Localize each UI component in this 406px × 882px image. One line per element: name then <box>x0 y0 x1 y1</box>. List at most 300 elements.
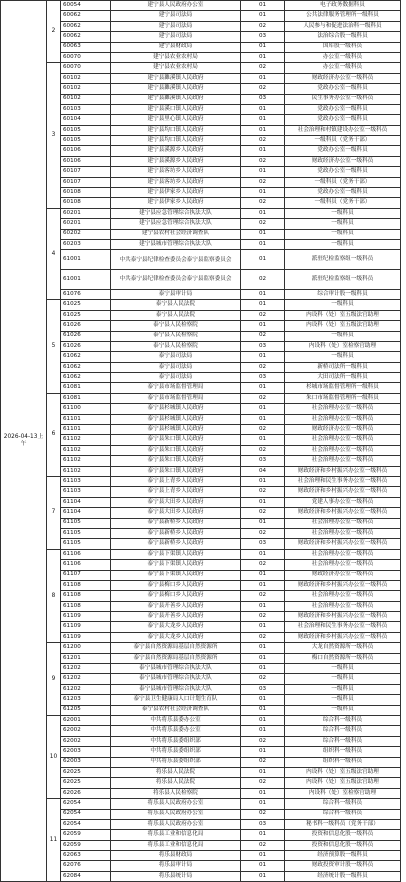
job-code-cell: 62001 <box>61 715 111 725</box>
job-code-cell: 60070 <box>61 52 111 62</box>
position-name-cell: 一级科员 <box>285 229 401 239</box>
position-number-cell: 02 <box>241 331 285 341</box>
job-code-cell: 61105 <box>61 518 111 528</box>
job-code-cell: 61025 <box>61 300 111 310</box>
employer-unit-cell: 泰宁县司法局 <box>111 352 241 362</box>
table-row <box>1 632 401 642</box>
employer-unit-cell: 泰宁县新桥乡人民政府 <box>111 518 241 528</box>
position-number-cell: 01 <box>241 52 285 62</box>
table-body <box>1 1 401 882</box>
position-number-cell: 01 <box>241 289 285 299</box>
employer-unit-cell: 将乐县统计局 <box>111 871 241 881</box>
position-number-cell: 01 <box>241 518 285 528</box>
position-name-cell: 一级科员 <box>285 219 401 229</box>
employer-unit-cell: 中共将乐县委组织部 <box>111 747 241 757</box>
table-row <box>1 167 401 177</box>
table-row <box>1 21 401 31</box>
table-row <box>1 528 401 538</box>
job-code-cell: 61202 <box>61 674 111 684</box>
table-row <box>1 674 401 684</box>
job-code-cell: 62003 <box>61 757 111 767</box>
employer-unit-cell: 中共将乐县委组织部 <box>111 736 241 746</box>
job-code-cell: 60062 <box>61 32 111 42</box>
position-name-cell: 派驻纪检监察组一级科员 <box>285 250 401 270</box>
employer-unit-cell: 泰宁县新桥乡人民政府 <box>111 539 241 549</box>
job-code-cell: 62063 <box>61 851 111 861</box>
table-row <box>1 156 401 166</box>
table-row <box>1 861 401 871</box>
table-row <box>1 310 401 320</box>
position-name-cell: 投资和信息化股一级科员 <box>285 830 401 840</box>
employer-unit-cell: 泰宁县城市管理综合执法大队 <box>111 664 241 674</box>
position-number-cell: 01 <box>241 125 285 135</box>
employer-unit-cell: 建宁县农业农村局 <box>111 63 241 73</box>
table-row <box>1 497 401 507</box>
table-row <box>1 560 401 570</box>
position-number-cell: 01 <box>241 861 285 871</box>
table-row <box>1 830 401 840</box>
employer-unit-cell: 建宁县濉溪镇人民政府 <box>111 73 241 83</box>
position-number-cell: 01 <box>241 549 285 559</box>
employer-unit-cell: 建宁县伊家乡人民政府 <box>111 198 241 208</box>
job-code-cell: 60105 <box>61 136 111 146</box>
employer-unit-cell: 泰宁县朱口镇人民政府 <box>111 445 241 455</box>
position-name-cell: 党政办公室一级科员 <box>285 84 401 94</box>
position-number-cell: 01 <box>241 715 285 725</box>
position-name-cell: 一级科员 <box>285 208 401 218</box>
position-name-cell: 社会治理办公室一级科员 <box>285 518 401 528</box>
position-name-cell: 经济统计股一级科员 <box>285 871 401 881</box>
job-code-cell: 61102 <box>61 445 111 455</box>
job-code-cell: 61108 <box>61 580 111 590</box>
employer-unit-cell: 泰宁县自然资源局基层自然资源所 <box>111 643 241 653</box>
job-code-cell: 61107 <box>61 570 111 580</box>
job-code-cell: 61105 <box>61 528 111 538</box>
position-number-cell: 01 <box>241 239 285 249</box>
position-number-cell: 01 <box>241 321 285 331</box>
position-number-cell: 01 <box>241 799 285 809</box>
table-row <box>1 94 401 104</box>
employer-unit-cell: 泰宁县城市管理综合执法大队 <box>111 674 241 684</box>
position-number-cell: 03 <box>241 373 285 383</box>
position-number-cell: 01 <box>241 352 285 362</box>
employer-unit-cell: 将乐县人民政府办公室 <box>111 809 241 819</box>
job-code-cell: 60201 <box>61 208 111 218</box>
employer-unit-cell: 将乐县人民政府办公室 <box>111 819 241 829</box>
position-number-cell: 01 <box>241 1 285 11</box>
position-name-cell: 投资和信息化股一级科员 <box>285 840 401 850</box>
position-name-cell: 杉城市场监督管理所一级科员 <box>285 383 401 393</box>
employer-unit-cell: 建宁县司法局 <box>111 21 241 31</box>
table-row <box>1 125 401 135</box>
table-row <box>1 414 401 424</box>
position-number-cell: 01 <box>241 747 285 757</box>
job-code-cell: 62025 <box>61 767 111 777</box>
session-group-number: 5 <box>47 300 61 394</box>
employer-unit-cell: 建宁县濉溪镇人民政府 <box>111 94 241 104</box>
position-name-cell: 一级科员（党务干部） <box>285 198 401 208</box>
employer-unit-cell: 将乐县人民法院 <box>111 778 241 788</box>
job-code-cell: 61062 <box>61 352 111 362</box>
job-code-cell: 60102 <box>61 73 111 83</box>
employer-unit-cell: 建宁县溪源乡人民政府 <box>111 146 241 156</box>
table-row <box>1 466 401 476</box>
position-name-cell: 社会治理办公室一级科员 <box>285 591 401 601</box>
position-number-cell: 02 <box>241 21 285 31</box>
employer-unit-cell: 建宁县溪源乡人民政府 <box>111 156 241 166</box>
position-number-cell: 01 <box>241 208 285 218</box>
table-row <box>1 219 401 229</box>
position-number-cell: 01 <box>241 115 285 125</box>
position-number-cell: 02 <box>241 591 285 601</box>
session-group-number: 4 <box>47 208 61 300</box>
table-row <box>1 715 401 725</box>
employer-unit-cell: 泰宁县杉城镇人民政府 <box>111 414 241 424</box>
employer-unit-cell: 泰宁县杉城镇人民政府 <box>111 404 241 414</box>
position-number-cell: 02 <box>241 84 285 94</box>
employer-unit-cell: 建宁县农村社会经济调查队 <box>111 229 241 239</box>
job-code-cell: 60107 <box>61 177 111 187</box>
position-name-cell: 党政办公室一级科员 <box>285 146 401 156</box>
position-number-cell: 01 <box>241 497 285 507</box>
position-number-cell: 02 <box>241 612 285 622</box>
position-number-cell: 01 <box>241 767 285 777</box>
employer-unit-cell: 泰宁县人民检察院 <box>111 321 241 331</box>
table-row <box>1 643 401 653</box>
position-number-cell: 02 <box>241 736 285 746</box>
table-row <box>1 767 401 777</box>
position-name-cell: 财政经济和乡村振兴办公室一级科员 <box>285 508 401 518</box>
position-name-cell: 一级科员 <box>285 331 401 341</box>
table-row <box>1 664 401 674</box>
position-number-cell: 01 <box>241 622 285 632</box>
position-number-cell: 02 <box>241 177 285 187</box>
job-code-cell: 61001 <box>61 270 111 290</box>
employer-unit-cell: 泰宁县朱口镇人民政府 <box>111 456 241 466</box>
position-number-cell: 02 <box>241 362 285 372</box>
position-number-cell: 01 <box>241 830 285 840</box>
table-row <box>1 1 401 11</box>
table-row <box>1 570 401 580</box>
position-name-cell: 综合科一级科员 <box>285 715 401 725</box>
table-row <box>1 445 401 455</box>
job-code-cell: 61103 <box>61 477 111 487</box>
job-code-cell: 60063 <box>61 42 111 52</box>
position-name-cell: 组织科一级科员 <box>285 757 401 767</box>
table-row <box>1 601 401 611</box>
position-name-cell: 内设科（处）室五级法官助理 <box>285 321 401 331</box>
position-name-cell: 党政办公室一级科员 <box>285 188 401 198</box>
employer-unit-cell: 泰宁县下渠镇人民政府 <box>111 560 241 570</box>
position-number-cell: 02 <box>241 156 285 166</box>
table-row <box>1 477 401 487</box>
position-number-cell: 02 <box>241 487 285 497</box>
table-row <box>1 198 401 208</box>
position-number-cell: 01 <box>241 188 285 198</box>
employer-unit-cell: 泰宁县大田乡人民政府 <box>111 508 241 518</box>
employer-unit-cell: 泰宁县司法局 <box>111 373 241 383</box>
position-name-cell: 社会治理和民生事务办公室一级科员 <box>285 622 401 632</box>
position-number-cell: 01 <box>241 42 285 52</box>
table-row <box>1 208 401 218</box>
position-name-cell: 综合科一级科员 <box>285 809 401 819</box>
employer-unit-cell: 中共将乐县委办公室 <box>111 726 241 736</box>
table-row <box>1 146 401 156</box>
position-number-cell: 02 <box>241 445 285 455</box>
employer-unit-cell: 中共泰宁县纪律检查委员会泰宁县监察委员会 <box>111 250 241 270</box>
job-code-cell: 61026 <box>61 331 111 341</box>
position-name-cell: 办公室一级科员 <box>285 63 401 73</box>
position-name-cell: 内设科（处）室五级法官助理 <box>285 310 401 320</box>
table-row <box>1 229 401 239</box>
employer-unit-cell: 泰宁县开善乡人民政府 <box>111 612 241 622</box>
position-name-cell: 财政经济办公室一级科员 <box>285 570 401 580</box>
position-number-cell: 01 <box>241 705 285 715</box>
position-number-cell: 01 <box>241 250 285 270</box>
employer-unit-cell: 将乐县工业和信息化局 <box>111 840 241 850</box>
session-group-number: 8 <box>47 549 61 643</box>
position-number-cell: 02 <box>241 757 285 767</box>
position-name-cell: 财政经济和乡村振兴办公室一级科员 <box>285 612 401 622</box>
job-code-cell: 61103 <box>61 487 111 497</box>
employer-unit-cell: 泰宁县下渠镇人民政府 <box>111 570 241 580</box>
table-row <box>1 695 401 705</box>
position-name-cell: 综合科一级科员 <box>285 799 401 809</box>
position-name-cell: 国库股一级科员 <box>285 42 401 52</box>
employer-unit-cell: 中共将乐县委办公室 <box>111 715 241 725</box>
position-number-cell: 02 <box>241 560 285 570</box>
job-code-cell: 61106 <box>61 560 111 570</box>
position-number-cell: 01 <box>241 73 285 83</box>
table-row <box>1 799 401 809</box>
employer-unit-cell: 建宁县溪口镇人民政府 <box>111 104 241 114</box>
position-number-cell: 02 <box>241 136 285 146</box>
employer-unit-cell: 泰宁县上青乡人民政府 <box>111 487 241 497</box>
table-row <box>1 32 401 42</box>
employer-unit-cell: 将乐县人民法院 <box>111 767 241 777</box>
employer-unit-cell: 将乐县审计局 <box>111 861 241 871</box>
position-name-cell: 社会治理和村镇建设办公室一级科员 <box>285 125 401 135</box>
position-number-cell: 02 <box>241 508 285 518</box>
position-number-cell: 01 <box>241 383 285 393</box>
position-number-cell: 01 <box>241 104 285 114</box>
job-code-cell: 61102 <box>61 435 111 445</box>
position-name-cell: 综合审计股一级科员 <box>285 289 401 299</box>
job-code-cell: 61205 <box>61 705 111 715</box>
position-number-cell: 01 <box>241 167 285 177</box>
table-row <box>1 321 401 331</box>
job-code-cell: 61108 <box>61 591 111 601</box>
position-name-cell: 党政办公室一级科员 <box>285 115 401 125</box>
employer-unit-cell: 泰宁县市场监督管理局 <box>111 393 241 403</box>
position-number-cell: 02 <box>241 632 285 642</box>
position-name-cell: 财政经济和乡村振兴办公室一级科员 <box>285 539 401 549</box>
position-number-cell: 02 <box>241 809 285 819</box>
position-name-cell: 社会治理办公室一级科员 <box>285 601 401 611</box>
position-name-cell: 一级科员 <box>285 674 401 684</box>
job-code-cell: 61026 <box>61 321 111 331</box>
job-code-cell: 60106 <box>61 156 111 166</box>
table-row <box>1 373 401 383</box>
position-number-cell: 01 <box>241 414 285 424</box>
position-name-cell: 一级科员 <box>285 684 401 694</box>
table-row <box>1 653 401 663</box>
table-row <box>1 393 401 403</box>
position-number-cell: 03 <box>241 32 285 42</box>
job-code-cell: 61062 <box>61 362 111 372</box>
table-row <box>1 104 401 114</box>
job-code-cell: 62054 <box>61 819 111 829</box>
position-number-cell: 01 <box>241 477 285 487</box>
position-name-cell: 大龙自然资源所一级科员 <box>285 643 401 653</box>
table-row <box>1 819 401 829</box>
table-row <box>1 84 401 94</box>
job-code-cell: 60106 <box>61 146 111 156</box>
position-number-cell: 02 <box>241 310 285 320</box>
job-code-cell: 61202 <box>61 684 111 694</box>
position-name-cell: 社会治理和民生事务办公室一级科员 <box>285 477 401 487</box>
position-name-cell: 组织科一级科员 <box>285 747 401 757</box>
position-name-cell: 公共法律服务管理所一级科员 <box>285 11 401 21</box>
table-row <box>1 362 401 372</box>
position-number-cell: 02 <box>241 674 285 684</box>
employer-unit-cell: 建宁县客坊乡人民政府 <box>111 167 241 177</box>
position-number-cell: 02 <box>241 778 285 788</box>
position-number-cell: 02 <box>241 63 285 73</box>
job-code-cell: 61001 <box>61 250 111 270</box>
table-row <box>1 871 401 881</box>
session-group-number: 9 <box>47 643 61 716</box>
position-name-cell: 一级科员 <box>285 352 401 362</box>
table-row <box>1 404 401 414</box>
employer-unit-cell: 建宁县均口镇人民政府 <box>111 125 241 135</box>
position-name-cell: 内设科（处）室五级法官助理 <box>285 767 401 777</box>
position-name-cell: 财政投资审计股一级科员 <box>285 861 401 871</box>
employer-unit-cell: 泰宁县审计局 <box>111 289 241 299</box>
table-row <box>1 239 401 249</box>
employer-unit-cell: 泰宁县卫生健康局人口计划生育队 <box>111 695 241 705</box>
table-row <box>1 383 401 393</box>
job-code-cell: 61025 <box>61 310 111 320</box>
position-name-cell: 党政办公室一级科员 <box>285 167 401 177</box>
job-code-cell: 61203 <box>61 695 111 705</box>
position-number-cell: 01 <box>241 435 285 445</box>
job-code-cell: 60108 <box>61 198 111 208</box>
table-row <box>1 52 401 62</box>
job-code-cell: 60054 <box>61 1 111 11</box>
employer-unit-cell: 建宁县应急管理综合执法大队 <box>111 208 241 218</box>
job-code-cell: 61109 <box>61 622 111 632</box>
table-row <box>1 487 401 497</box>
job-code-cell: 62002 <box>61 736 111 746</box>
job-code-cell: 60062 <box>61 21 111 31</box>
position-name-cell: 一级科员（党务干部） <box>285 136 401 146</box>
session-group-number: 3 <box>47 63 61 208</box>
position-name-cell: 电子政务数据科员 <box>285 1 401 11</box>
position-number-cell: 01 <box>241 404 285 414</box>
position-name-cell: 社会治理办公室一级科员 <box>285 404 401 414</box>
position-name-cell: 一级科员 <box>285 664 401 674</box>
job-code-cell: 62059 <box>61 840 111 850</box>
position-number-cell: 02 <box>241 219 285 229</box>
position-name-cell: 新桥司法所一级科员 <box>285 362 401 372</box>
position-name-cell: 社会治理办公室一级科员 <box>285 435 401 445</box>
employer-unit-cell: 建宁县人民政府办公室 <box>111 1 241 11</box>
position-name-cell: 综合科一级科员 <box>285 736 401 746</box>
job-code-cell: 61104 <box>61 508 111 518</box>
employer-unit-cell: 泰宁县梅口乡人民政府 <box>111 591 241 601</box>
job-code-cell: 60102 <box>61 84 111 94</box>
position-name-cell: 秘书科一级科员（党务干部） <box>285 819 401 829</box>
table-row <box>1 612 401 622</box>
position-number-cell: 01 <box>241 643 285 653</box>
table-row <box>1 63 401 73</box>
position-name-cell: 综合科一级科员 <box>285 726 401 736</box>
exam-date-cell: 2026-04-13上午 <box>1 1 47 882</box>
job-code-cell: 61108 <box>61 601 111 611</box>
table-row <box>1 300 401 310</box>
employer-unit-cell: 泰宁县下渠镇人民政府 <box>111 549 241 559</box>
job-code-cell: 61101 <box>61 414 111 424</box>
job-code-cell: 61200 <box>61 643 111 653</box>
position-number-cell: 01 <box>241 871 285 881</box>
employer-unit-cell: 泰宁县大龙乡人民政府 <box>111 622 241 632</box>
position-number-cell: 01 <box>241 11 285 21</box>
employer-unit-cell: 将乐县财政局 <box>111 851 241 861</box>
job-code-cell: 62054 <box>61 809 111 819</box>
table-row <box>1 11 401 21</box>
session-group-number: 7 <box>47 477 61 550</box>
position-number-cell: 01 <box>241 788 285 798</box>
position-name-cell: 人民参与和促进法治科一级科员 <box>285 21 401 31</box>
position-number-cell: 04 <box>241 466 285 476</box>
job-code-cell: 61100 <box>61 404 111 414</box>
session-group-number: 10 <box>47 715 61 798</box>
table-row <box>1 580 401 590</box>
position-name-cell: 内设科（处）室检察官助理 <box>285 788 401 798</box>
employer-unit-cell: 泰宁县人民法院 <box>111 300 241 310</box>
table-row <box>1 705 401 715</box>
table-row <box>1 435 401 445</box>
job-code-cell: 61106 <box>61 549 111 559</box>
position-number-cell: 03 <box>241 684 285 694</box>
position-name-cell: 社会治理办公室一级科员 <box>285 560 401 570</box>
position-name-cell: 一级科员（党务干部） <box>285 177 401 187</box>
position-name-cell: 一级科员 <box>285 695 401 705</box>
job-code-cell: 60202 <box>61 229 111 239</box>
job-code-cell: 61076 <box>61 289 111 299</box>
table-row <box>1 684 401 694</box>
position-name-cell: 法治综合股一级科员 <box>285 32 401 42</box>
table-row <box>1 549 401 559</box>
position-name-cell: 朱口市场监督管理所一级科员 <box>285 393 401 403</box>
position-name-cell: 社会治理办公室一级科员 <box>285 528 401 538</box>
position-number-cell: 02 <box>241 840 285 850</box>
position-name-cell: 财政经济和乡村振兴办公室一级科员 <box>285 580 401 590</box>
position-name-cell: 财政经济办公室一级科员 <box>285 156 401 166</box>
table-row <box>1 289 401 299</box>
employer-unit-cell: 将乐县人民检察院 <box>111 788 241 798</box>
position-name-cell: 一级科员 <box>285 300 401 310</box>
position-name-cell: 民生事务办公室一级科员 <box>285 94 401 104</box>
job-code-cell: 61104 <box>61 497 111 507</box>
job-code-cell: 60201 <box>61 219 111 229</box>
job-code-cell: 61105 <box>61 539 111 549</box>
position-number-cell: 02 <box>241 270 285 290</box>
position-name-cell: 财政经济办公室一级科员 <box>285 425 401 435</box>
table-row <box>1 757 401 767</box>
job-code-cell: 61102 <box>61 456 111 466</box>
